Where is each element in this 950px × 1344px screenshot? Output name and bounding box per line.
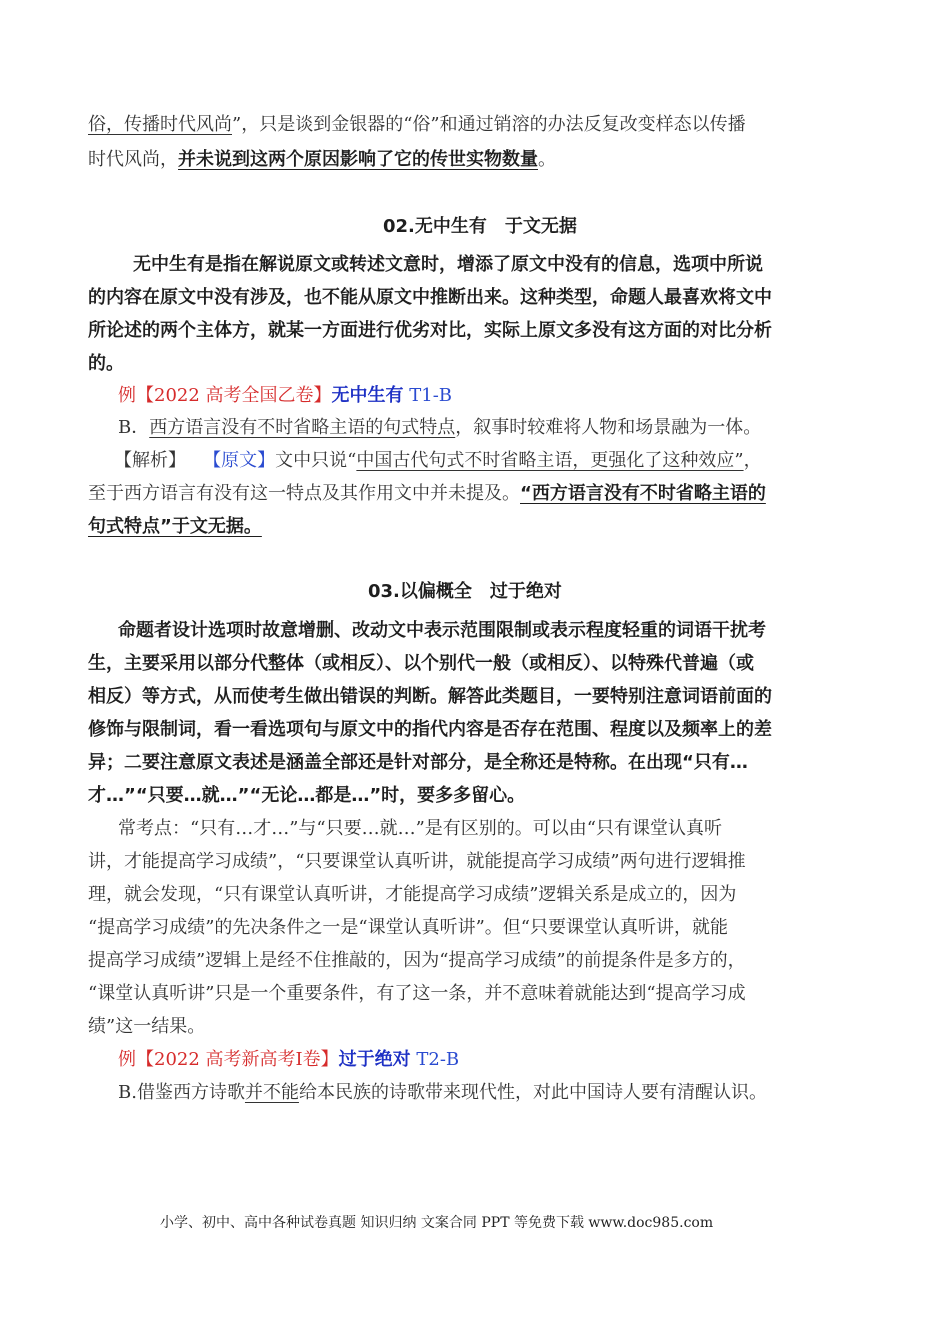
example-option-2: B.借鉴西方诗歌并不能给本民族的诗歌带来现代性，对此中国诗人要有清醒认识。 [118, 1082, 767, 1103]
sec2-para-line-3: 所论述的两个主体方，就某一方面进行优劣对比，实际上原文多没有这方面的对比分析 [88, 320, 772, 341]
key-conclusion: 并未说到这两个原因影响了它的传世实物数量 [178, 149, 538, 170]
section-heading-02: 02.无中生有 于文无据 [383, 216, 577, 237]
section-heading-03: 03.以偏概全 过于绝对 [368, 581, 562, 602]
sec3-para-line-4: 修饰与限制词，看一看选项句与原文中的指代内容是否存在范围、程度以及频率上的差 [88, 719, 772, 740]
sec1-line-2: 时代风尚，并未说到这两个原因影响了它的传世实物数量。 [88, 149, 556, 170]
example-header-2: 例【2022 高考新高考Ⅰ卷】过于绝对 T2-B [118, 1049, 460, 1070]
analysis-line-1: 【解析】 【原文】文中只说“中国古代句式不时省略主语，更强化了这种效应”， [114, 450, 762, 471]
sec2-para-line-4: 的。 [88, 353, 124, 374]
page-footer: 小学、初中、高中各种试卷真题 知识归纳 文案合同 PPT 等免费下载 www.doc985.com [160, 1215, 714, 1231]
key-conclusion: “西方语言没有不时省略主语的 [520, 483, 766, 504]
sec2-para-line-1: 无中生有是指在解说原文或转述文意时，增添了原文中没有的信息，选项中所说 [133, 254, 763, 275]
sec3-para-line-6: 才…”“只要…就…”“无论…都是…”时，要多多留心。 [88, 785, 526, 806]
sec1-line-1: 俗，传播时代风尚”，只是谈到金银器的“俗”和通过销溶的办法反复改变样态以传播 [88, 114, 746, 135]
sec3-para-line-2: 生，主要采用以部分代整体（或相反）、以个别代一般（或相反）、以特殊代普遍（或 [88, 653, 754, 674]
sec3-common-line-3: 理，就会发现，“只有课堂认真听讲，才能提高学习成绩”逻辑关系是成立的，因为 [88, 884, 737, 905]
sec3-common-line-6: “课堂认真听讲”只是一个重要条件，有了这一条，并不意味着就能达到“提高学习成 [88, 983, 746, 1004]
example-option-1: B．西方语言没有不时省略主语的句式特点，叙事时较难将人物和场景融为一体。 [118, 417, 762, 438]
sec2-para-line-2: 的内容在原文中没有涉及，也不能从原文中推断出来。这种类型，命题人最喜欢将文中 [88, 287, 772, 308]
sec3-para-line-1: 命题者设计选项时故意增删、改动文中表示范围限制或表示程度轻重的词语干扰考 [118, 620, 766, 641]
analysis-line-2: 至于西方语言有没有这一特点及其作用文中并未提及。“西方语言没有不时省略主语的 [88, 483, 766, 504]
underlined-source-quote: 中国古代句式不时省略主语，更强化了这种效应” [356, 450, 744, 471]
underlined-option-text: 并不能 [244, 1082, 299, 1103]
error-type: 过于绝对 [338, 1049, 411, 1070]
underlined-quote: 俗，传播时代风尚 [88, 114, 232, 135]
sec3-common-line-1: 常考点：“只有…才…”与“只要…就…”是有区别的。可以由“只有课堂认真听 [118, 818, 723, 839]
error-type: 无中生有 [331, 385, 404, 406]
sec3-common-line-2: 讲，才能提高学习成绩”，“只要课堂认真听讲，就能提高学习成绩”两句进行逻辑推 [88, 851, 746, 872]
sec3-common-line-7: 绩”这一结果。 [88, 1016, 206, 1037]
analysis-line-3: 句式特点”于文无据。 [88, 516, 262, 537]
underlined-option-text: 西方语言没有不时省略主语的句式特点 [149, 417, 456, 438]
sec3-para-line-3: 相反）等方式，从而使考生做出错误的判断。解答此类题目，一要特别注意词语前面的 [88, 686, 772, 707]
example-header-1: 例【2022 高考全国乙卷】无中生有 T1-B [118, 385, 453, 406]
sec3-para-line-5: 异；二要注意原文表述是涵盖全部还是针对部分，是全称还是特称。在出现“只有… [88, 752, 748, 773]
sec3-common-line-5: 提高学习成绩”逻辑上是经不住推敲的，因为“提高学习成绩”的前提条件是多方的， [88, 950, 746, 971]
sec3-common-line-4: “提高学习成绩”的先决条件之一是“课堂认真听讲”。但“只要课堂认真听讲，就能 [88, 917, 729, 938]
